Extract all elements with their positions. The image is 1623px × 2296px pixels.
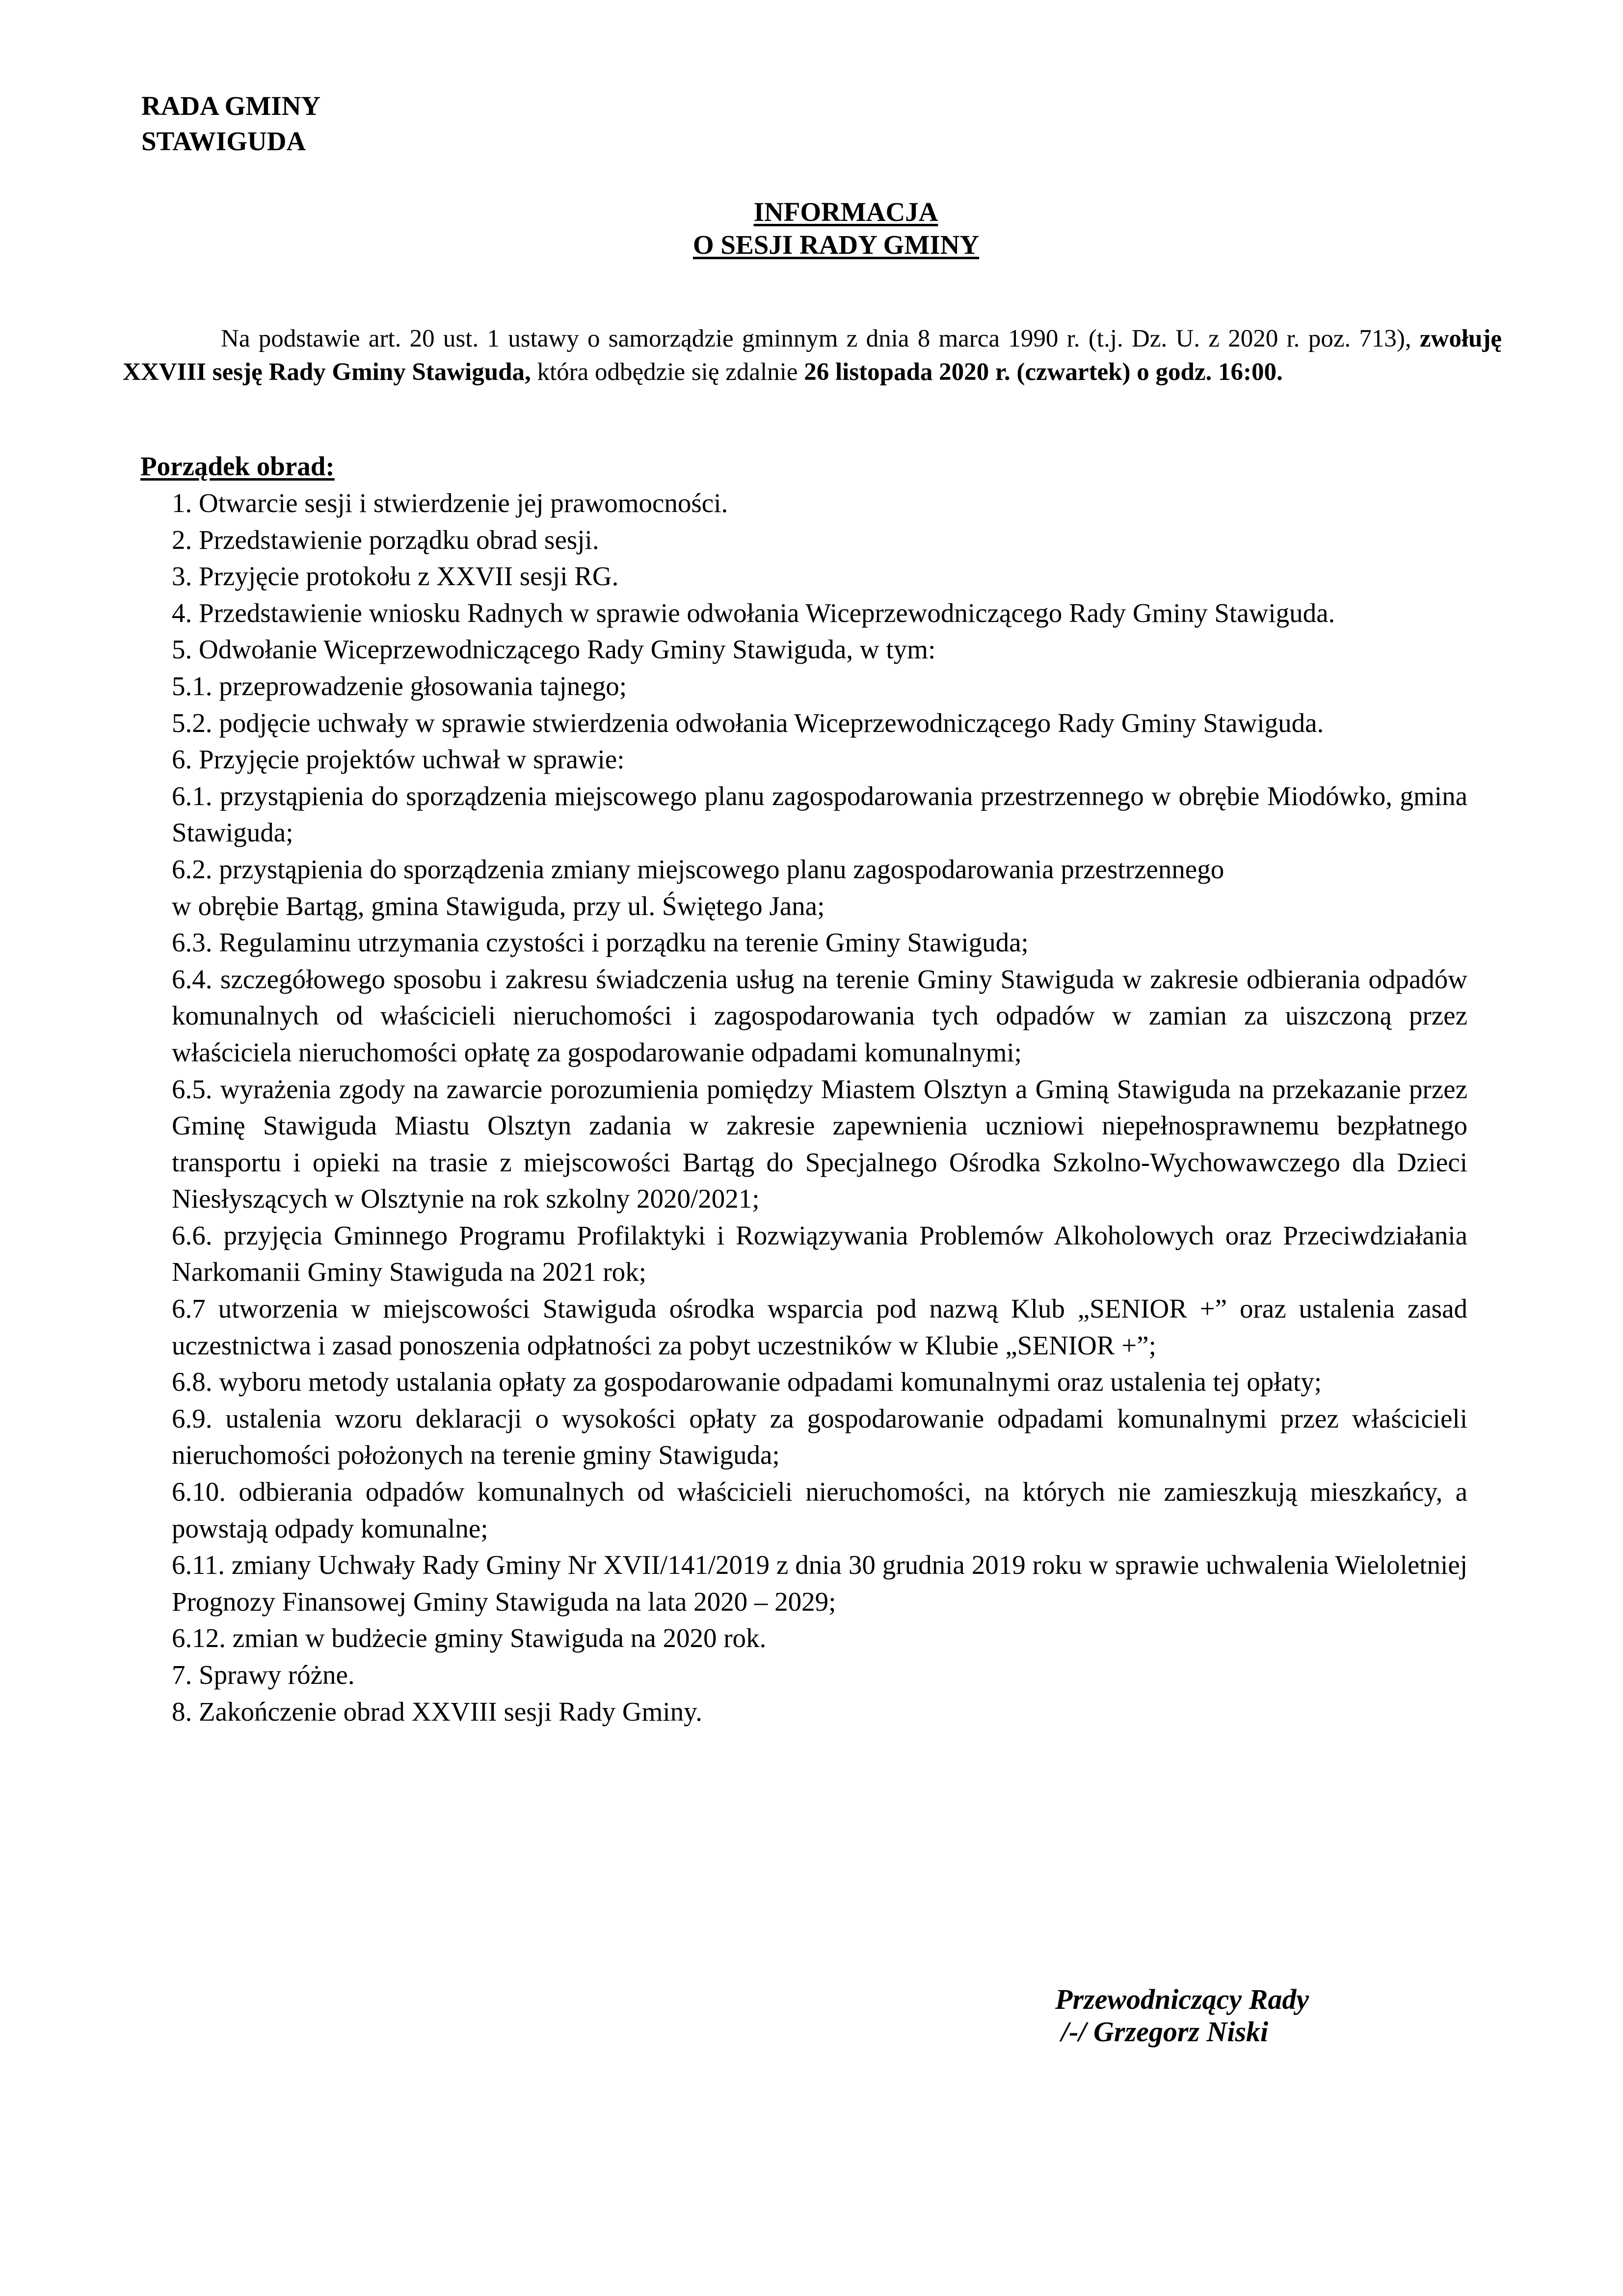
agenda-item-6-1: 6.1. przystąpienia do sporządzenia miejscowego planu zagospodarowania przestrzennego w obrębie Miodówko, gmina Stawiguda; <box>172 781 1467 848</box>
agenda-item-6-6: 6.6. przyjęcia Gminnego Programu Profilaktyki i Rozwiązywania Problemów Alkoholowych oraz Przeciwdziałania Narkomanii Gminy Stawiguda na 2021 rok; <box>172 1220 1467 1287</box>
agenda-item-6-3: 6.3. Regulaminu utrzymania czystości i porządku na terenie Gminy Stawiguda; <box>172 927 1029 958</box>
agenda-item-7: 7. Sprawy różne. <box>172 1660 355 1690</box>
document-title <box>0 195 1623 261</box>
intro-date-bold: 26 listopada 2020 r. (czwartek) o godz. 16:00. <box>804 358 1283 386</box>
organization-header <box>141 88 320 159</box>
title-line1: INFORMACJA <box>753 197 938 227</box>
organization-name-line2: STAWIGUDA <box>141 126 306 156</box>
agenda-item-6-9: 6.9. ustalenia wzoru deklaracji o wysokości opłaty za gospodarowanie odpadami komunalnymi przez właścicieli nieruchomości położonych na terenie gminy Stawiguda; <box>172 1403 1467 1470</box>
organization-name-line1: RADA GMINY <box>141 91 321 121</box>
title-line2: O SESJI RADY GMINY <box>692 230 980 260</box>
agenda-item-1: 1. Otwarcie sesji i stwierdzenie jej prawomocności. <box>172 488 728 518</box>
agenda-item-5-2: 5.2. podjęcie uchwały w sprawie stwierdzenia odwołania Wiceprzewodniczącego Rady Gminy Stawiguda. <box>172 707 1324 738</box>
agenda-item-6-10: 6.10. odbierania odpadów komunalnych od właścicieli nieruchomości, na których nie zamieszkują mieszkańcy, a powstają odpady komunalne; <box>172 1477 1467 1543</box>
agenda-item-6-12: 6.12. zmian w budżecie gminy Stawiguda na 2020 rok. <box>172 1623 767 1653</box>
agenda-item-5-1: 5.1. przeprowadzenie głosowania tajnego; <box>172 671 627 701</box>
intro-text-part1: Na podstawie art. 20 ust. 1 ustawy o samorządzie gminnym z dnia 8 marca 1990 r. (t.j. Dz. U. z 2020 r. poz. 713), <box>221 325 1420 352</box>
agenda-item-2: 2. Przedstawienie porządku obrad sesji. <box>172 524 599 555</box>
agenda-item-6-8: 6.8. wyboru metody ustalania opłaty za gospodarowanie odpadami komunalnymi oraz ustalenia tej opłaty; <box>172 1367 1322 1397</box>
agenda-item-6-4: 6.4. szczegółowego sposobu i zakresu świadczenia usług na terenie Gminy Stawiguda w zakresie odbierania odpadów komunalnych od właścicieli nieruchomości i zagospodarowania tych odpadów w zamian za uiszczoną przez właściciela nieruchomości opłatę za gospodarowanie odpadami komunalnymi; <box>172 964 1467 1067</box>
agenda-item-5: 5. Odwołanie Wiceprzewodniczącego Rady Gminy Stawiguda, w tym: <box>172 634 936 665</box>
agenda-list <box>172 485 1467 1730</box>
agenda-item-3: 3. Przyjęcie protokołu z XXVII sesji RG. <box>172 561 619 592</box>
agenda-item-6: 6. Przyjęcie projektów uchwał w sprawie: <box>172 744 625 775</box>
agenda-item-6-11: 6.11. zmiany Uchwały Rady Gminy Nr XVII/141/2019 z dnia 30 grudnia 2019 roku w sprawie uchwalenia Wieloletniej Prognozy Finansowej Gminy Stawiguda na lata 2020 – 2029; <box>172 1550 1467 1617</box>
agenda-item-8: 8. Zakończenie obrad XXVIII sesji Rady Gminy. <box>172 1696 702 1727</box>
intro-text-part2: która odbędzie się zdalnie <box>531 358 804 386</box>
agenda-item-6-2: 6.2. przystąpienia do sporządzenia zmiany miejscowego planu zagospodarowania przestrzennego <box>172 854 1224 884</box>
signature-title: Przewodniczący Rady <box>1055 1983 1309 2015</box>
signature-name: /-/ Grzegorz Niski <box>1061 2016 1269 2048</box>
agenda-item-6-5: 6.5. wyrażenia zgody na zawarcie porozumienia pomiędzy Miastem Olsztyn a Gminą Stawiguda na przekazanie przez Gminę Stawiguda Miastu Olsztyn zadania w zakresie zapewnienia uczniowi niepełnosprawnemu bezpłatnego transportu i opieki na trasie z miejscowości Bartąg do Specjalnego Ośrodka Szkolno-Wychowawczego dla Dzieci Niesłyszących w Olsztynie na rok szkolny 2020/2021; <box>172 1074 1467 1214</box>
agenda-item-6-2-continued: w obrębie Bartąg, gmina Stawiguda, przy ul. Świętego Jana; <box>172 891 825 921</box>
intro-convocation-bold: zwołuję XXVIII sesję Rady Gminy Stawiguda, <box>123 325 1502 386</box>
agenda-item-4: 4. Przedstawienie wniosku Radnych w sprawie odwołania Wiceprzewodniczącego Rady Gminy Stawiguda. <box>172 597 1335 628</box>
agenda-item-6-7: 6.7 utworzenia w miejscowości Stawiguda ośrodka wsparcia pod nazwą Klub „SENIOR +” oraz ustalenia zasad uczestnictwa i zasad ponoszenia odpłatności za pobyt uczestników w Klubie „SENIOR +”; <box>172 1294 1467 1360</box>
signature-block <box>1055 1983 1309 2048</box>
intro-paragraph <box>123 322 1502 389</box>
agenda-heading: Porządek obrad: <box>140 451 335 481</box>
